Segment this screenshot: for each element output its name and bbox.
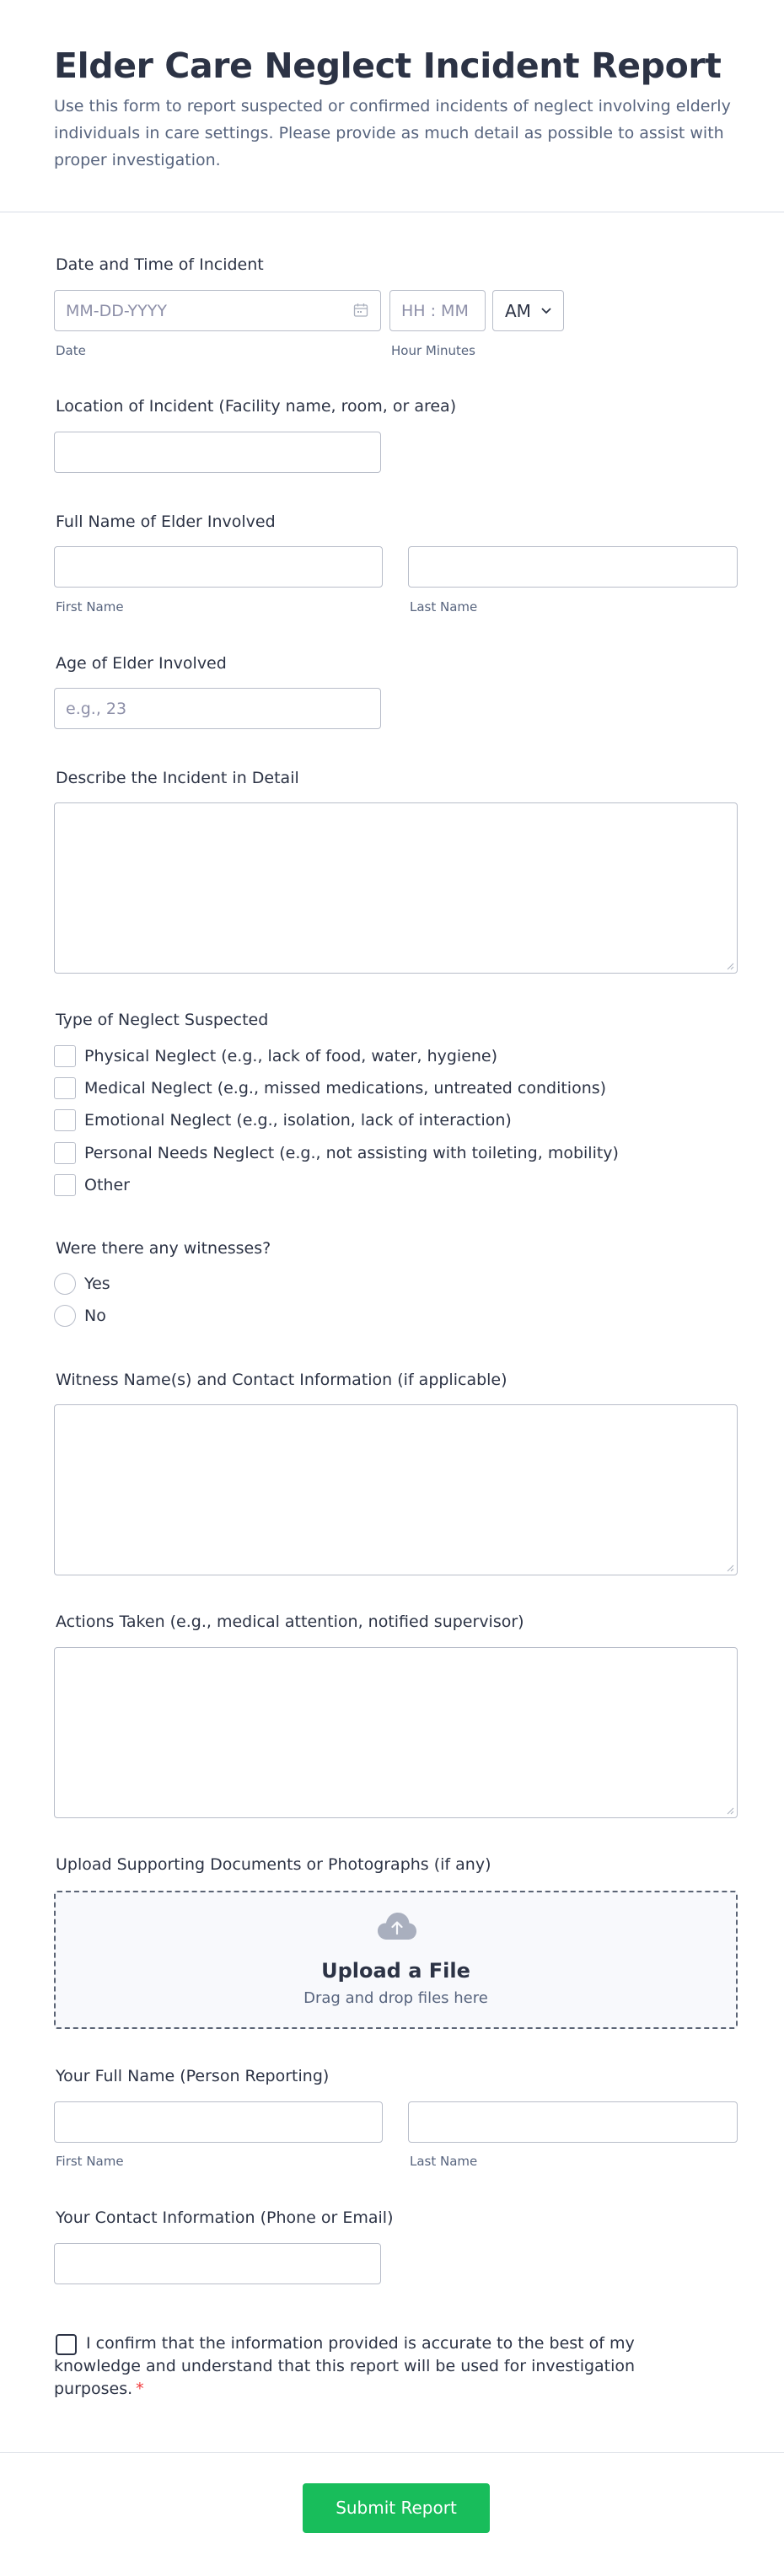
- reporter-first-name-sublabel: First Name: [56, 2154, 124, 2169]
- ampm-select[interactable]: [492, 290, 564, 331]
- time-sublabel: Hour Minutes: [391, 343, 475, 358]
- witness-info-label: Witness Name(s) and Contact Information (if applicable): [56, 1371, 507, 1389]
- reporter-contact-label: Your Contact Information (Phone or Email): [56, 2208, 394, 2227]
- cloud-upload-icon: [377, 1911, 417, 1941]
- checkbox[interactable]: [54, 1109, 76, 1131]
- file-upload-dropzone[interactable]: [54, 1891, 738, 2029]
- checkbox[interactable]: [54, 1045, 76, 1067]
- elder-last-name-input[interactable]: [408, 546, 738, 588]
- incident-datetime-label: Date and Time of Incident: [56, 255, 264, 274]
- date-sublabel: Date: [56, 343, 86, 358]
- reporter-name-label: Your Full Name (Person Reporting): [56, 2067, 330, 2085]
- neglect-option-label: Other: [84, 1176, 130, 1194]
- elder-last-name-sublabel: Last Name: [410, 599, 478, 614]
- elder-name-label: Full Name of Elder Involved: [56, 513, 276, 531]
- elder-age-input[interactable]: [54, 688, 381, 729]
- reporter-first-name-input[interactable]: [54, 2101, 383, 2143]
- location-label: Location of Incident (Facility name, room, or area): [56, 397, 457, 416]
- elder-first-name-sublabel: First Name: [56, 599, 124, 614]
- checkbox[interactable]: [54, 1077, 76, 1099]
- location-input[interactable]: [54, 432, 381, 473]
- resize-handle-icon[interactable]: [726, 1564, 734, 1572]
- required-mark: *: [136, 2380, 144, 2398]
- witnesses-option-label: No: [84, 1307, 106, 1325]
- upload-title: Upload a File: [321, 1959, 470, 1983]
- actions-taken-label: Actions Taken (e.g., medical attention, notified supervisor): [56, 1613, 524, 1631]
- elder-first-name-input[interactable]: [54, 546, 383, 588]
- reporter-last-name-sublabel: Last Name: [410, 2154, 478, 2169]
- radio-button[interactable]: [54, 1305, 76, 1327]
- footer-divider: [0, 2452, 784, 2453]
- form-title: Elder Care Neglect Incident Report: [54, 46, 722, 86]
- calendar-icon[interactable]: [353, 303, 368, 318]
- submit-button[interactable]: Submit Report: [303, 2483, 490, 2533]
- date-input[interactable]: [54, 290, 381, 331]
- witnesses-option-label: Yes: [84, 1275, 110, 1293]
- elder-age-label: Age of Elder Involved: [56, 654, 227, 673]
- actions-taken-textarea[interactable]: [54, 1647, 738, 1818]
- resize-handle-icon[interactable]: [726, 962, 734, 970]
- date-placeholder: MM-DD-YYYY: [66, 302, 167, 320]
- upload-subtitle: Drag and drop files here: [303, 1989, 488, 2007]
- confirmation-label: I confirm that the information provided is accurate to the best of my knowledge and understand that this report will be used for investigation purposes.: [54, 2334, 636, 2398]
- upload-label: Upload Supporting Documents or Photographs (if any): [56, 1855, 491, 1874]
- witnesses-label: Were there any witnesses?: [56, 1239, 271, 1258]
- reporter-contact-input[interactable]: [54, 2243, 381, 2284]
- neglect-type-label: Type of Neglect Suspected: [56, 1011, 269, 1029]
- radio-button[interactable]: [54, 1273, 76, 1295]
- checkbox[interactable]: [54, 1174, 76, 1196]
- time-input[interactable]: [389, 290, 486, 331]
- neglect-option-label: Physical Neglect (e.g., lack of food, water, hygiene): [84, 1047, 498, 1065]
- time-placeholder: HH : MM: [401, 302, 469, 320]
- neglect-option-label: Emotional Neglect (e.g., isolation, lack of interaction): [84, 1111, 512, 1130]
- form-header: [54, 40, 737, 174]
- chevron-down-icon: [540, 306, 552, 316]
- confirmation-text: [54, 2332, 644, 2401]
- witness-info-textarea[interactable]: [54, 1404, 738, 1575]
- incident-details-label: Describe the Incident in Detail: [56, 769, 299, 787]
- reporter-last-name-input[interactable]: [408, 2101, 738, 2143]
- neglect-option-label: Personal Needs Neglect (e.g., not assisting with toileting, mobility): [84, 1144, 619, 1162]
- neglect-option-label: Medical Neglect (e.g., missed medications, untreated conditions): [84, 1079, 607, 1097]
- elder-age-placeholder: e.g., 23: [66, 700, 127, 718]
- resize-handle-icon[interactable]: [726, 1806, 734, 1815]
- form-description: Use this form to report suspected or confirmed incidents of neglect involving elderly individuals in care settings. Please provide as much detail as possible to assist with proper investigation.: [54, 97, 731, 169]
- ampm-value: AM: [505, 301, 531, 321]
- incident-details-textarea[interactable]: [54, 802, 738, 974]
- checkbox[interactable]: [54, 1142, 76, 1164]
